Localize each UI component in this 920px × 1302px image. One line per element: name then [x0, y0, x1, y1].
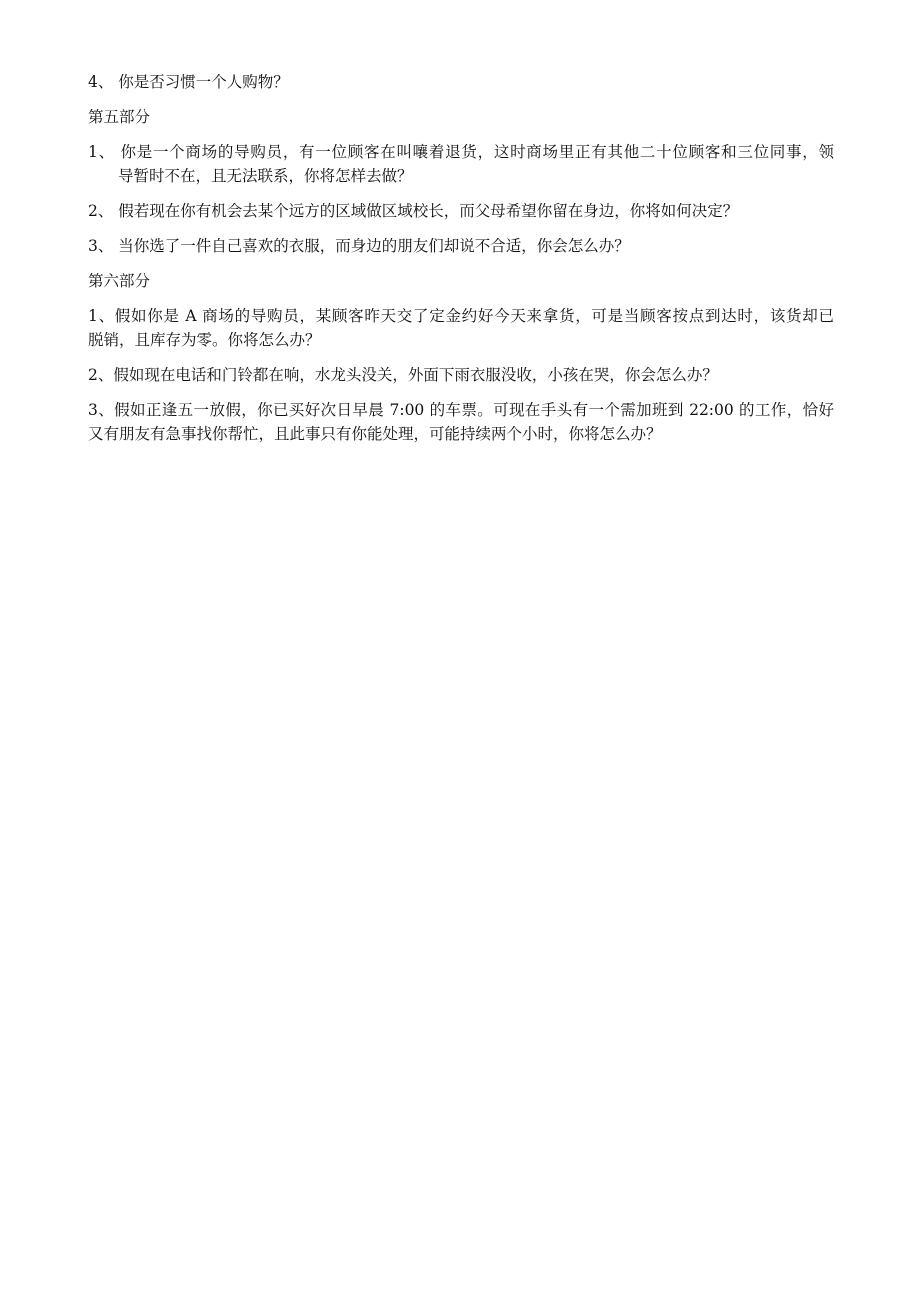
- section-6-question-3-line-2: 又有朋友有急事找你帮忙，且此事只有你能处理，可能持续两个小时，你将怎么办？: [88, 425, 662, 443]
- section-6-question-3-line-1: 3、假如正逢五一放假，你已买好次日早晨 7:00 的车票。可现在手头有一个需加班到 22:00 的工作，恰好: [88, 401, 834, 419]
- section-5-question-3: 3、 当你选了一件自己喜欢的衣服，而身边的朋友们却说不合适，你会怎么办？: [88, 237, 630, 255]
- section-5-question-1-line-2: 导暂时不在，且无法联系，你将怎样去做？: [118, 167, 413, 185]
- section-6-question-1-line-2: 脱销，且库存为零。你将怎么办？: [88, 331, 321, 349]
- section-5-question-1-line-1: 1、 你是一个商场的导购员，有一位顾客在叫嚷着退货，这时商场里正有其他二十位顾客和三位同事，领: [88, 143, 834, 161]
- section-6-title: 第六部分: [88, 272, 151, 290]
- section-6-question-1-line-1: 1、假如你是 A 商场的导购员，某顾客昨天交了定金约好今天来拿货，可是当顾客按点到达时，该货却已: [88, 307, 834, 325]
- section-5-title: 第五部分: [88, 108, 151, 126]
- document-body: [88, 70, 834, 446]
- question-4-part-4: 4、 你是否习惯一个人购物？: [88, 73, 289, 91]
- section-6-question-2: 2、假如现在电话和门铃都在响，水龙头没关，外面下雨衣服没收，小孩在哭，你会怎么办？: [88, 366, 718, 384]
- section-5-question-2: 2、 假若现在你有机会去某个远方的区域做区域校长，而父母希望你留在身边，你将如何决定？: [88, 202, 739, 220]
